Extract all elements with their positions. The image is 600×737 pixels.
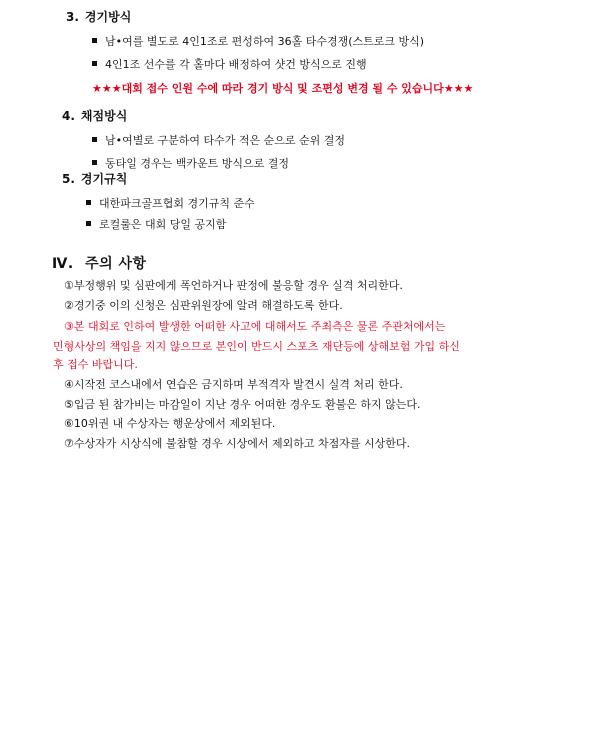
square-bullet-icon xyxy=(86,200,91,205)
section-title: 경기방식 xyxy=(84,10,132,24)
bullet-item xyxy=(92,132,345,148)
square-bullet-icon xyxy=(92,160,97,165)
bullet-item xyxy=(92,155,289,171)
caution-item: ②경기중 이의 신청은 심판위원장에 알려 해결하도록 한다. xyxy=(64,299,343,312)
format-change-notice: ★★★대회 접수 인원 수에 따라 경기 방식 및 조편성 변경 될 수 있습니다★★★ xyxy=(92,82,474,95)
square-bullet-icon xyxy=(92,61,97,66)
caution-item: ①부정행위 및 심판에게 폭언하거나 판정에 불응할 경우 실격 처리한다. xyxy=(64,279,403,292)
square-bullet-icon xyxy=(92,137,97,142)
square-bullet-icon xyxy=(92,38,97,43)
section-number: 3. xyxy=(66,10,79,24)
bullet-item xyxy=(92,33,424,49)
bullet-text: 동타일 경우는 백카운트 방식으로 결정 xyxy=(105,157,290,170)
section-4-heading xyxy=(62,107,127,124)
bullet-text: 대한파크골프협회 경기규칙 준수 xyxy=(99,197,255,210)
bullet-item xyxy=(86,195,255,211)
caution-item: ⑥10위권 내 수상자는 행운상에서 제외된다. xyxy=(64,417,276,430)
bullet-item xyxy=(86,216,226,232)
square-bullet-icon xyxy=(86,221,91,226)
bullet-text: 남•여를 별도로 4인1조로 편성하여 36홀 타수경쟁(스트로크 방식) xyxy=(105,35,425,48)
caution-heading xyxy=(52,253,147,273)
caution-item: ⑦수상자가 시상식에 불참할 경우 시상에서 제외하고 차점자를 시상한다. xyxy=(64,437,410,450)
bullet-text: 4인1조 선수를 각 홀마다 배정하여 샷건 방식으로 진행 xyxy=(105,58,367,71)
section-title: 경기규칙 xyxy=(80,172,128,186)
caution-item-continued: 후 접수 바랍니다. xyxy=(53,358,138,371)
caution-number: Ⅳ. xyxy=(52,256,74,272)
section-title: 채점방식 xyxy=(80,109,128,123)
bullet-text: 남•여별로 구분하여 타수가 적은 순으로 순위 결정 xyxy=(105,134,345,147)
section-5-heading xyxy=(62,170,127,187)
bullet-text: 로컬룰은 대회 당일 공지함 xyxy=(99,218,227,231)
section-number: 5. xyxy=(62,172,75,186)
caution-title: 주의 사항 xyxy=(85,256,147,272)
caution-item: ④시작전 코스내에서 연습은 금지하며 부적격자 발견시 실격 처리 한다. xyxy=(64,378,403,391)
section-number: 4. xyxy=(62,109,75,123)
caution-item: ③본 대회로 인하여 발생한 어떠한 사고에 대해서도 주최측은 물론 주관처에서는 xyxy=(64,320,446,333)
caution-item-continued: 민형사상의 책임을 지지 않으므로 본인이 반드시 스포츠 재단등에 상해보험 가입 하신 xyxy=(53,340,460,353)
bullet-item xyxy=(92,56,367,72)
caution-item: ⑤입금 된 참가비는 마감일이 지난 경우 어떠한 경우도 환불은 하지 않는다. xyxy=(64,398,421,411)
section-3-heading xyxy=(66,8,131,25)
